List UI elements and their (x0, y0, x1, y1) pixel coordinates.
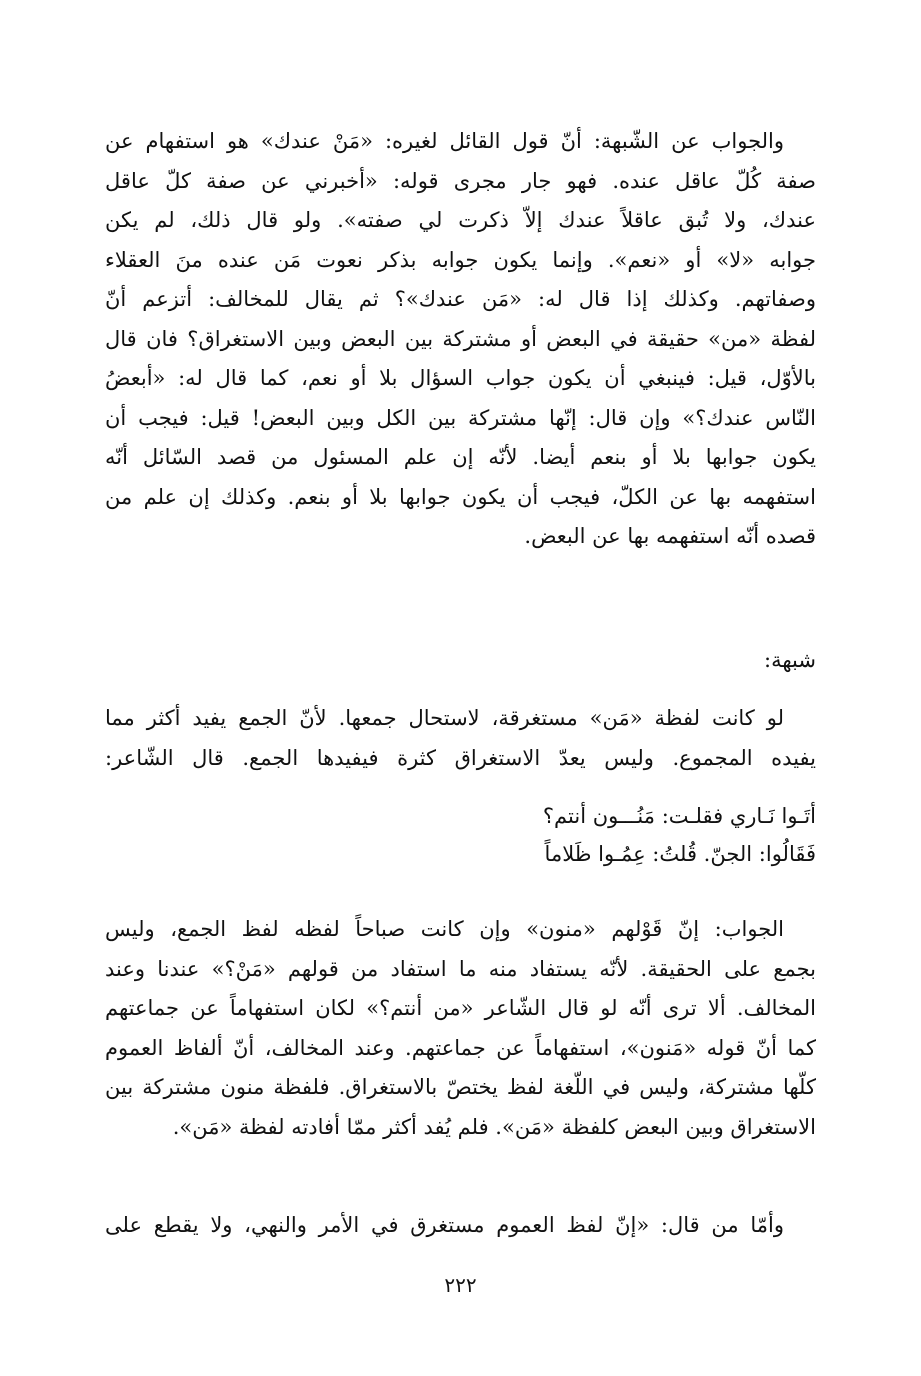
paragraph-line: وصفاتهم. وكذلك إذا قال له: «مَن عندك»؟ ثم يقال للمخالف: أتزعم أنّ (105, 287, 816, 311)
paragraph-line: النّاس عندك؟» وإن قال: إنّها مشتركة بين الكل وبين البعض! قيل: فيجب أن (105, 405, 816, 430)
paragraph-line: لفظة «من» حقيقة في البعض أو مشتركة بين البعض وبين الاستغراق؟ فان قال (105, 326, 816, 351)
section-heading (105, 641, 816, 681)
paragraph-line: لو كانت لفظة «مَن» مستغرقة، لاستحال جمعها. لأنّ الجمع يفيد أكثر مما (105, 706, 784, 730)
paragraph-line: وأمّا من قال: «إنّ لفظ العموم مستغرق في الأمر والنهي، ولا يقطع على (105, 1213, 784, 1237)
paragraph-continuation (105, 1206, 816, 1246)
paragraph-line: الجواب: إنّ قَوْلهم «منون» وإن كانت صباحاً لفظه لفظ الجمع، وليس (105, 917, 784, 941)
paragraph-line: صفة كُلّ عاقل عنده. فهو جار مجرى قوله: «أخبرني عن صفة كلّ عاقل (105, 168, 816, 193)
paragraph-line: جوابه «لا» أو «نعم». وإنما يكون جوابه بذكر نعوت مَن عنده منَ العقلاء (105, 247, 816, 272)
paragraph-doubt (105, 699, 816, 778)
paragraph-line: والجواب عن الشّبهة: أنّ قول القائل لغيره: «مَنْ عندك» هو استفهام عن (105, 129, 784, 153)
paragraph-line: بجمع على الحقيقة. لأنّه يستفاد منه ما استفاد من قولهم «مَنْ؟» عندنا وعند (105, 956, 816, 981)
paragraph-line: المخالف. ألا ترى أنّه لو قال الشّاعر «من أنتم؟» لكان استفهاماً عن جماعتهم (105, 996, 816, 1020)
poem-verse-second-hemistich: فَقَالُوا: الجنّ. قُلتُ: عِمُـوا ظَلاماً (544, 842, 816, 866)
paragraph-line: قصده أنّه استفهمه بها عن البعض. (524, 524, 816, 548)
paragraph-answer-to-doubt (105, 122, 816, 557)
heading-text: شبهة: (764, 648, 816, 672)
paragraph-answer (105, 910, 816, 1147)
paragraph-line: بالأوّل، قيل: فينبغي أن يكون جواب السؤال بلا أو نعم، كما قال له: «أبعضُ (105, 366, 816, 390)
paragraph-line: يكون جوابها بلا أو بنعم أيضا. لأنّه إن علم المسئول من قصد السّائل أنّه (105, 445, 816, 469)
paragraph-line: عندك، ولا تُبق عاقلاً عندك إلاّ ذكرت لي صفته». ولو قال ذلك، لم يكن (105, 208, 816, 232)
page-number: ٢٢٢ (444, 1273, 477, 1297)
paragraph-line: كلّها مشتركة، وليس في اللّغة لفظ يختصّ بالاستغراق. فلفظة منون مشتركة بين (105, 1075, 816, 1099)
paragraph-line: كما أنّ قوله «مَنون»، استفهاماً عن جماعتهم. وعند المخالف، أنّ ألفاظ العموم (105, 1035, 816, 1060)
paragraph-line: استفهمه بها عن الكلّ، فيجب أن يكون جوابها بلا أو بنعم. وكذلك إن علم من (105, 484, 816, 509)
paragraph-line: يفيده المجموع. وليس يعدّ الاستغراق كثرة فيفيدها الجمع. قال الشّاعر: (105, 745, 816, 770)
poem-verse-first-hemistich: أتَـوا نَـاري فقلـت: مَنُـــون أنتم؟ (542, 804, 816, 828)
paragraph-line: الاستغراق وبين البعض كلفظة «مَن». فلم يُفد أكثر ممّا أفادته لفظة «مَن». (172, 1114, 816, 1139)
